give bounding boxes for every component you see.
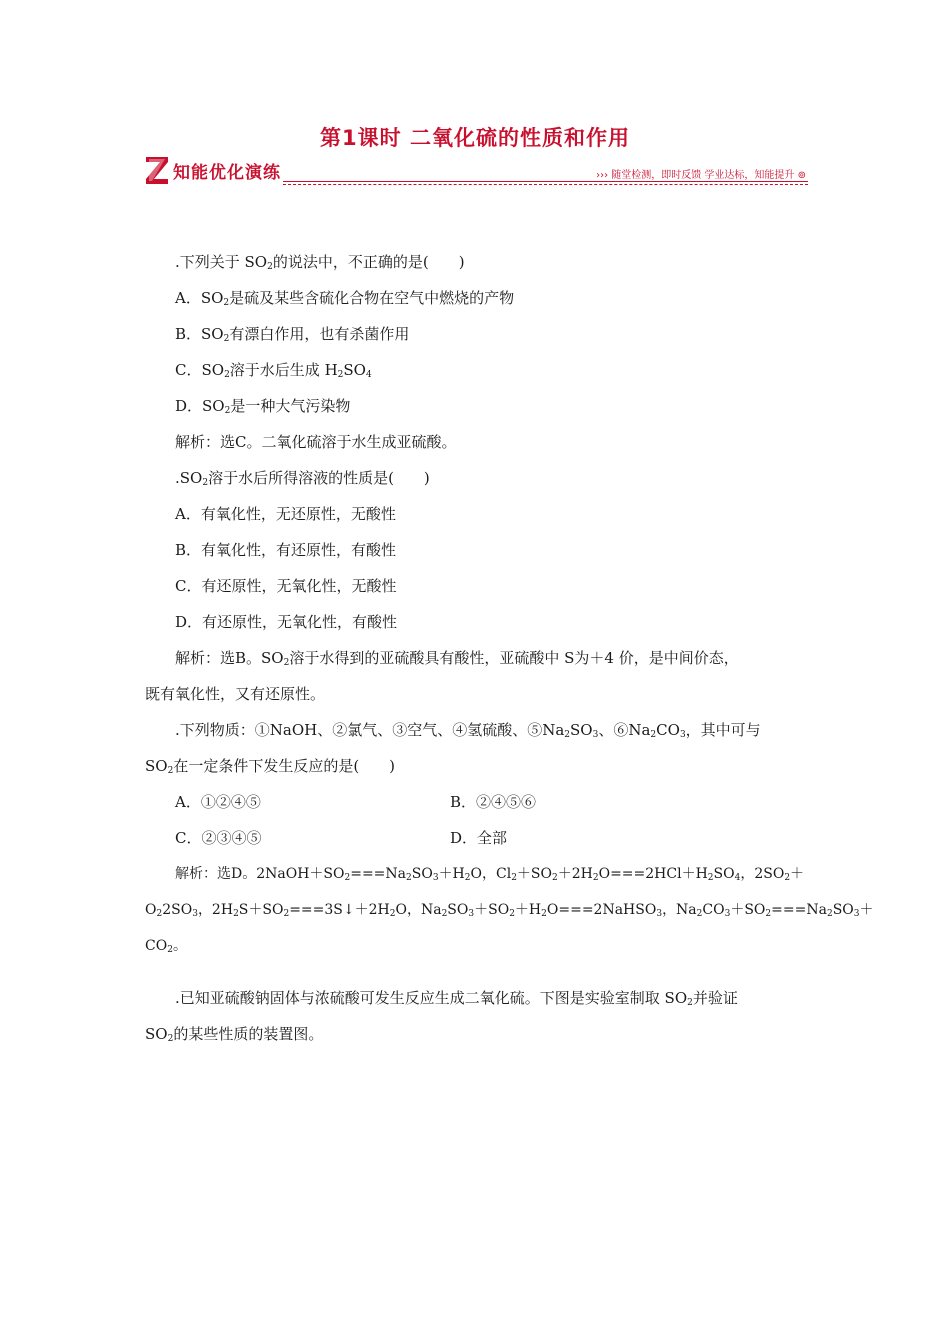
question-2-analysis-cont: 既有氧化性，又有还原性。 — [145, 685, 326, 703]
question-3-option-a: A．①②④⑤ — [175, 793, 261, 811]
z-logo-icon — [143, 154, 171, 186]
question-3-option-c: C．②③④⑤ — [175, 829, 262, 847]
question-3-analysis: 解析：选D。$2NaOH+SO_2===Na_2SO_3+H_2O$，$Cl_2+SO_2+2H_2O===2HCl+H_2SO_4$，$2SO_2+$ — [175, 866, 805, 883]
question-2-option-c: C．有还原性，无氧化性，无酸性 — [175, 577, 397, 595]
question-3-option-d: D．全部 — [450, 829, 508, 847]
question-1-stem: .下列关于 $SO_2$的说法中，不正确的是( ) — [175, 253, 465, 272]
question-4-stem: .已知亚硫酸钠固体与浓硫酸可发生反应生成二氧化硫。下图是实验室制取 $SO_2$并验证 — [175, 989, 738, 1008]
question-1-option-b: B．$SO_2$有漂白作用，也有杀菌作用 — [175, 325, 410, 344]
question-1-option-c: C．$SO_2$溶于水后生成 $H_2SO_4$ — [175, 361, 372, 380]
question-3-options-ab — [145, 788, 810, 824]
section-banner — [143, 154, 808, 190]
question-2-analysis: 解析：选B。$SO_2$溶于水得到的亚硫酸具有酸性，亚硫酸中 S为＋4 价，是中间价态， — [175, 649, 739, 668]
banner-dashed-rule — [283, 184, 808, 185]
question-3-analysis-end: $CO_2$。 — [145, 938, 187, 955]
question-1-option-d: D．$SO_2$是一种大气污染物 — [175, 397, 351, 416]
banner-rule — [283, 181, 808, 182]
question-3-analysis-cont: $O_22SO_3$，$2H_2S+SO_2===3S↓+2H_2O$，$Na_2SO_3+SO_2+H_2O===2NaHSO_3$，$Na_2CO_3+SO_2===Na_2SO_3+$ — [145, 902, 874, 919]
question-3-stem: .下列物质：①NaOH、②氯气、③空气、④氢硫酸、$⑤Na_2SO_3$、$⑥Na_2CO_3$，其中可与 — [175, 721, 761, 740]
banner-slogan: ››› 随堂检测，即时反馈 学业达标，知能提升 ⊚ — [596, 170, 806, 181]
question-1-analysis: 解析：选C。二氧化硫溶于水生成亚硫酸。 — [175, 433, 457, 451]
question-1-option-a: A．$SO_2$是硫及某些含硫化合物在空气中燃烧的产物 — [175, 289, 515, 308]
question-4-stem-cont: $SO_2$的某些性质的装置图。 — [145, 1025, 324, 1044]
question-3-options-cd — [145, 824, 810, 860]
question-2-stem: $.SO_2$溶于水后所得溶液的性质是( ) — [175, 469, 430, 488]
question-2-option-a: A．有氧化性，无还原性，无酸性 — [175, 505, 396, 523]
question-2-option-b: B．有氧化性，有还原性，有酸性 — [175, 541, 397, 559]
banner-title: 知能优化演练 — [173, 163, 281, 183]
page-title: 第1课时 二氧化硫的性质和作用 — [320, 126, 630, 150]
question-3-option-b: B．②④⑤⑥ — [450, 793, 537, 811]
question-3-stem-cont: $SO_2$在一定条件下发生反应的是( ) — [145, 757, 396, 776]
document-body — [145, 248, 874, 1056]
question-2-option-d: D．有还原性，无氧化性，有酸性 — [175, 613, 398, 631]
